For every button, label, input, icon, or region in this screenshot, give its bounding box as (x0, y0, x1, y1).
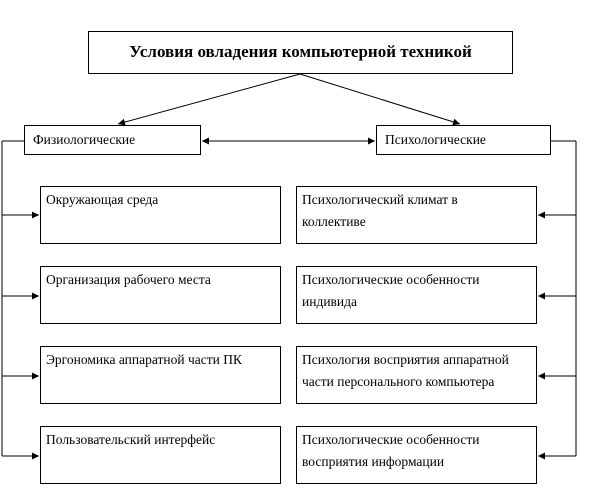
physiological-item-hardware-ergonomics: Эргономика аппаратной части ПК (40, 346, 281, 404)
category-physiological: Физиологические (24, 125, 201, 155)
psychological-item-individual: Психологические особенности индивида (296, 266, 537, 324)
psychological-item-hardware-perception: Психология восприятия аппаратной части персонального компьютера (296, 346, 537, 404)
arrow-title-to-psychological (300, 74, 460, 124)
physiological-item-environment: Окружающая среда (40, 186, 281, 244)
psychological-item-information-perception: Психологические особенности восприятия информации (296, 426, 537, 484)
diagram-title: Условия овладения компьютерной техникой (88, 31, 513, 74)
category-psychological: Психологические (376, 125, 551, 155)
arrow-title-to-physiological (118, 74, 300, 124)
psychological-item-team-climate: Психологический климат в коллективе (296, 186, 537, 244)
physiological-item-user-interface: Пользовательский интерфейс (40, 426, 281, 484)
physiological-item-workplace: Организация рабочего места (40, 266, 281, 324)
